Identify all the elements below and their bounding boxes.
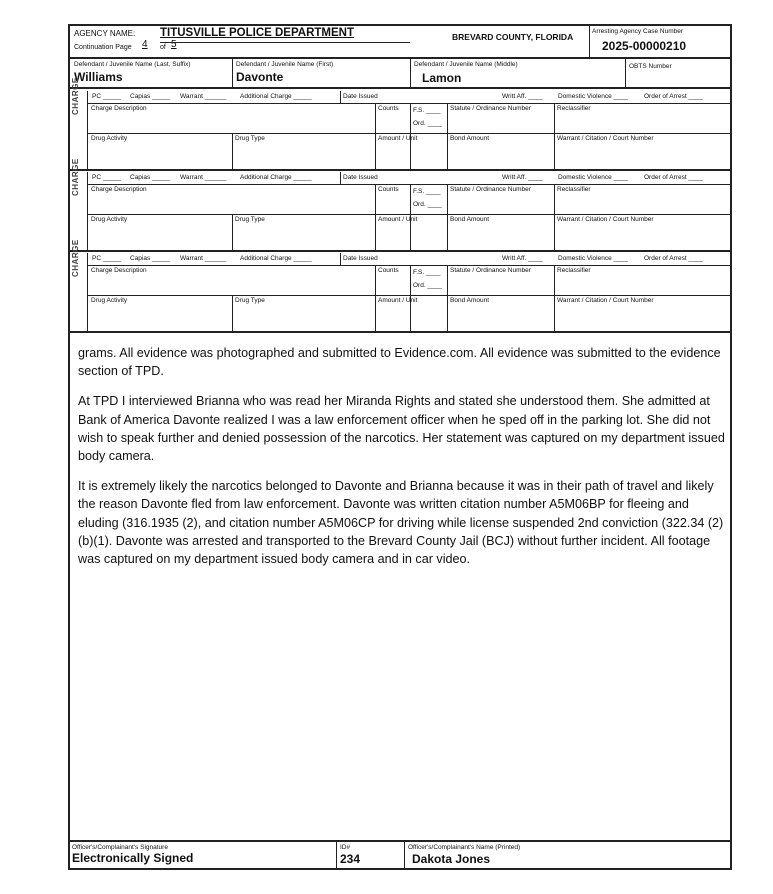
pc-label: PC _____ (92, 255, 121, 262)
agency-name: TITUSVILLE POLICE DEPARTMENT (160, 27, 355, 39)
warrant-citation-label: Warrant / Citation / Court Number (557, 297, 654, 304)
reclassifier-label: Reclassifier (557, 186, 591, 193)
additional-charge-label: Additional Charge _____ (240, 174, 312, 181)
capias-label: Capias _____ (130, 93, 171, 100)
capias-label: Capias _____ (130, 174, 171, 181)
officer-id: 234 (340, 852, 361, 866)
header-row (70, 26, 730, 59)
narrative-paragraph: grams. All evidence was photographed and submitted to Evidence.com. All evidence was submitted to the evidence section of TPD. (78, 346, 721, 379)
capias-label: Capias _____ (130, 255, 171, 262)
counts-label: Counts (378, 267, 399, 274)
middle-name-label: Defendant / Juvenile Name (Middle) (414, 61, 518, 68)
fs-label: F.S. ____ (413, 188, 441, 195)
drug-activity-label: Drug Activity (91, 297, 128, 304)
domestic-violence-label: Domestic Violence ____ (558, 174, 628, 181)
statute-label: Statute / Ordinance Number (450, 105, 531, 112)
amount-unit-label: Amount / Unit (378, 135, 418, 142)
signature-label: Officer's/Complainant's Signature (72, 844, 168, 851)
last-name-label: Defendant / Juvenile Name (Last, Suffix) (74, 61, 191, 68)
charge-block (70, 239, 730, 333)
drug-activity-label: Drug Activity (91, 135, 128, 142)
drug-type-label: Drug Type (235, 297, 265, 304)
amount-unit-label: Amount / Unit (378, 297, 418, 304)
county-name: BREVARD COUNTY, FLORIDA (452, 32, 574, 42)
order-arrest-label: Order of Arrest ____ (644, 255, 703, 262)
bond-amount-label: Bond Amount (450, 297, 490, 304)
counts-label: Counts (378, 105, 399, 112)
pc-label: PC _____ (92, 174, 121, 181)
narrative-paragraph: At TPD I interviewed Brianna who was read her Miranda Rights and stated she understood them. She admitted at Bank of America Davonte realized I was a law enforcement officer when he sped off in the parking lot. She did not wish to speak further and denied possession of the narcotics. Her statement was captured on my department issued body camera. (78, 394, 725, 464)
additional-charge-label: Additional Charge _____ (240, 93, 312, 100)
bond-amount-label: Bond Amount (450, 135, 490, 142)
bond-amount-label: Bond Amount (450, 216, 490, 223)
report-form (68, 24, 732, 870)
writ-label: Writt Aff. ____ (502, 93, 543, 100)
officer-name: Dakota Jones (412, 852, 491, 866)
case-number-label: Arresting Agency Case Number (592, 28, 684, 35)
obts-label: OBTS Number (629, 63, 672, 70)
middle-name: Lamon (422, 71, 462, 85)
first-name-label: Defendant / Juvenile Name (First) (236, 61, 334, 68)
date-issued-label: Date Issued (343, 93, 378, 100)
statute-label: Statute / Ordinance Number (450, 186, 531, 193)
pc-label: PC _____ (92, 93, 121, 100)
id-label: ID# (340, 844, 351, 851)
first-name: Davonte (236, 70, 284, 84)
charge-description-label: Charge Description (91, 186, 147, 193)
writ-label: Writt Aff. ____ (502, 174, 543, 181)
date-issued-label: Date Issued (343, 255, 378, 262)
amount-unit-label: Amount / Unit (378, 216, 418, 223)
counts-label: Counts (378, 186, 399, 193)
page-total: 5 (171, 39, 177, 50)
last-name: Williams (74, 70, 123, 84)
writ-label: Writt Aff. ____ (502, 255, 543, 262)
warrant-citation-label: Warrant / Citation / Court Number (557, 216, 654, 223)
charge-description-label: Charge Description (91, 105, 147, 112)
charge-block (70, 158, 730, 252)
warrant-label: Warrant ______ (180, 93, 227, 100)
officer-name-label: Officer's/Complainant's Name (Printed) (408, 844, 521, 851)
order-arrest-label: Order of Arrest ____ (644, 93, 703, 100)
warrant-label: Warrant ______ (180, 174, 227, 181)
of-label: of (160, 44, 166, 51)
warrant-citation-label: Warrant / Citation / Court Number (557, 135, 654, 142)
signature: Electronically Signed (72, 851, 194, 865)
drug-activity-label: Drug Activity (91, 216, 128, 223)
additional-charge-label: Additional Charge _____ (240, 255, 312, 262)
fs-label: F.S. ____ (413, 107, 441, 114)
reclassifier-label: Reclassifier (557, 267, 591, 274)
ord-label: Ord. ____ (413, 201, 442, 208)
date-issued-label: Date Issued (343, 174, 378, 181)
fs-label: F.S. ____ (413, 269, 441, 276)
case-number: 2025-00000210 (602, 39, 687, 53)
reclassifier-label: Reclassifier (557, 105, 591, 112)
warrant-label: Warrant ______ (180, 255, 227, 262)
charge-description-label: Charge Description (91, 267, 147, 274)
page-current: 4 (142, 39, 148, 50)
charge-side-label: CHARGE (71, 77, 80, 115)
continuation-label: Continuation Page (74, 44, 132, 51)
agency-label: AGENCY NAME: (74, 29, 136, 38)
narrative-paragraph: It is extremely likely the narcotics belonged to Davonte and Brianna because it was in their path of travel and likely the reason Davonte fled from law enforcement. Davonte was written citation number A5M06BP for fleeing and eluding (316.1935 (2), and citation number A5M06CP for driving while license suspended 2nd conviction (322.34 (2)(b)(1). Davonte was arrested and transported to the Brevard County Jail (BCJ) without further incident. All footage was captured on my department issued body camera and in car video. (78, 479, 724, 567)
domestic-violence-label: Domestic Violence ____ (558, 93, 628, 100)
order-arrest-label: Order of Arrest ____ (644, 174, 703, 181)
ord-label: Ord. ____ (413, 282, 442, 289)
ord-label: Ord. ____ (413, 120, 442, 127)
narrative (78, 344, 730, 580)
statute-label: Statute / Ordinance Number (450, 267, 531, 274)
defendant-row (70, 59, 730, 89)
drug-type-label: Drug Type (235, 135, 265, 142)
domestic-violence-label: Domestic Violence ____ (558, 255, 628, 262)
drug-type-label: Drug Type (235, 216, 265, 223)
signature-row (70, 840, 730, 868)
charge-side-label: CHARGE (71, 158, 80, 196)
charge-side-label: CHARGE (71, 239, 80, 277)
